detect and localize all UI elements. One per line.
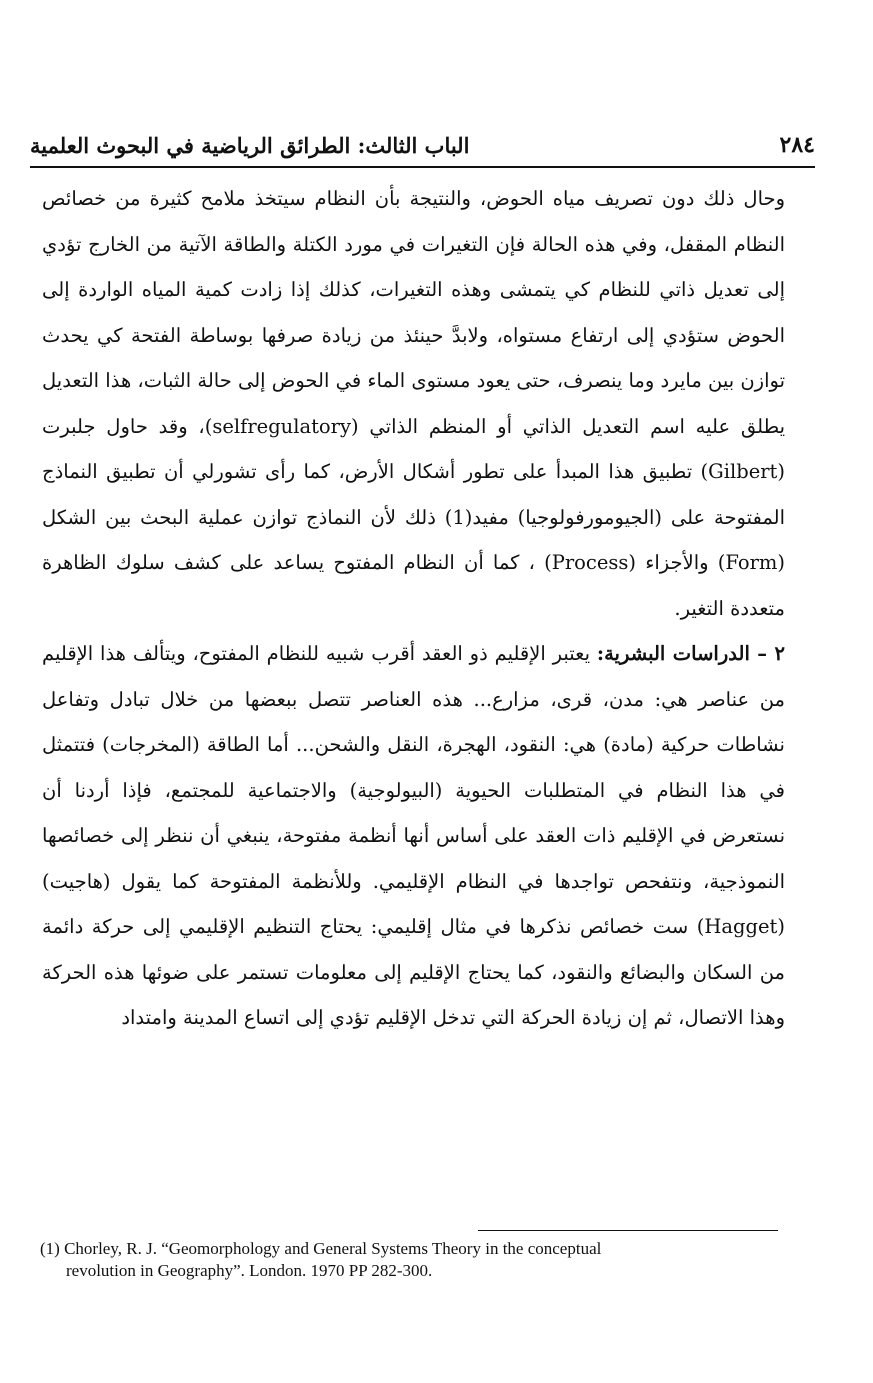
section-heading-human-studies: ٢ – الدراسات البشرية: (596, 642, 785, 665)
paragraph-1-text: وحال ذلك دون تصريف مياه الحوض، والنتيجة بأن النظام سيتخذ ملامح كثيرة من خصائص النظام المقفل، وفي هذه الحالة فإن التغيرات في مورد الكتلة والطاقة الآتية من الخارج تؤدي إلى تعديل ذاتي للنظام كي يتمشى وهذه التغيرات، كذلك إذا زادت كمية المياه الواردة إلى الحوض ستؤدي إلى ارتفاع مستواه، ولابدَّ حينئذ من زيادة صرفها بوساطة الفتحة كي يحدث توازن بين مايرد وما ينصرف، حتى يعود مستوى الماء في الحوض إلى حالة الثبات، هذا التعديل يطلق عليه اسم التعديل الذاتي أو المنظم الذاتي (selfregulatory)، وقد حاول جلبرت (Gilbert) تطبيق هذا المبدأ على تطور أشكال الأرض، كما رأى تشورلي أن تطبيق النماذج المفتوحة على (الجيومورفولوجيا) مفيد(1) ذلك لأن النماذج توازن عملية البحث بين الشكل (Form) والأجزاء (Process) ، كما أن النظام المفتوح يساعد على كشف سلوك الظاهرة متعددة التغير. (42, 187, 786, 620)
page-number: ٢٨٤ (779, 132, 815, 158)
running-head: الباب الثالث: الطرائق الرياضية في البحوث العلمية (30, 133, 470, 158)
footnote-rule (478, 1230, 778, 1231)
paragraph-2 (42, 631, 785, 1041)
header-rule (30, 166, 815, 168)
body-text (42, 176, 785, 1041)
paragraph-2-text: يعتبر الإقليم ذو العقد أقرب شبيه للنظام المفتوح، ويتألف هذا الإقليم من عناصر هي: مدن، قرى، مزارع... هذه العناصر تتصل ببعضها من خلال تبادل وتفاعل نشاطات حركية (مادة) هي: النقود، الهجرة، النقل والشحن... أما الطاقة (المخرجات) فتتمثل في هذا النظام في المتطلبات الحيوية (البيولوجية) والاجتماعية للمجتمع، فإذا أردنا أن نستعرض في الإقليم ذات العقد على أساس أنها أنظمة مفتوحة، ينبغي أن ننظر إلى خصائصها النموذجية، ونتفحص تواجدها في النظام الإقليمي. وللأنظمة المفتوحة كما يقول (هاجيت) (Hagget) ست خصائص نذكرها في مثال إقليمي: يحتاج التنظيم الإقليمي إلى حركة دائمة من السكان والبضائع والنقود، كما يحتاج الإقليم إلى معلومات تستمر على ضوئها هذه الحركة وهذا الاتصال، ثم إن زيادة الحركة التي تدخل الإقليم تؤدي إلى اتساع المدينة وامتداد (42, 642, 785, 1029)
page-header (30, 118, 815, 164)
footnote-line-1: (1) Chorley, R. J. “Geomorphology and General Systems Theory in the conceptual (40, 1239, 602, 1258)
footnote-line-2: revolution in Geography”. London. 1970 PP 282-300. (66, 1261, 433, 1280)
footnote (40, 1238, 780, 1282)
paragraph-1 (42, 176, 785, 631)
